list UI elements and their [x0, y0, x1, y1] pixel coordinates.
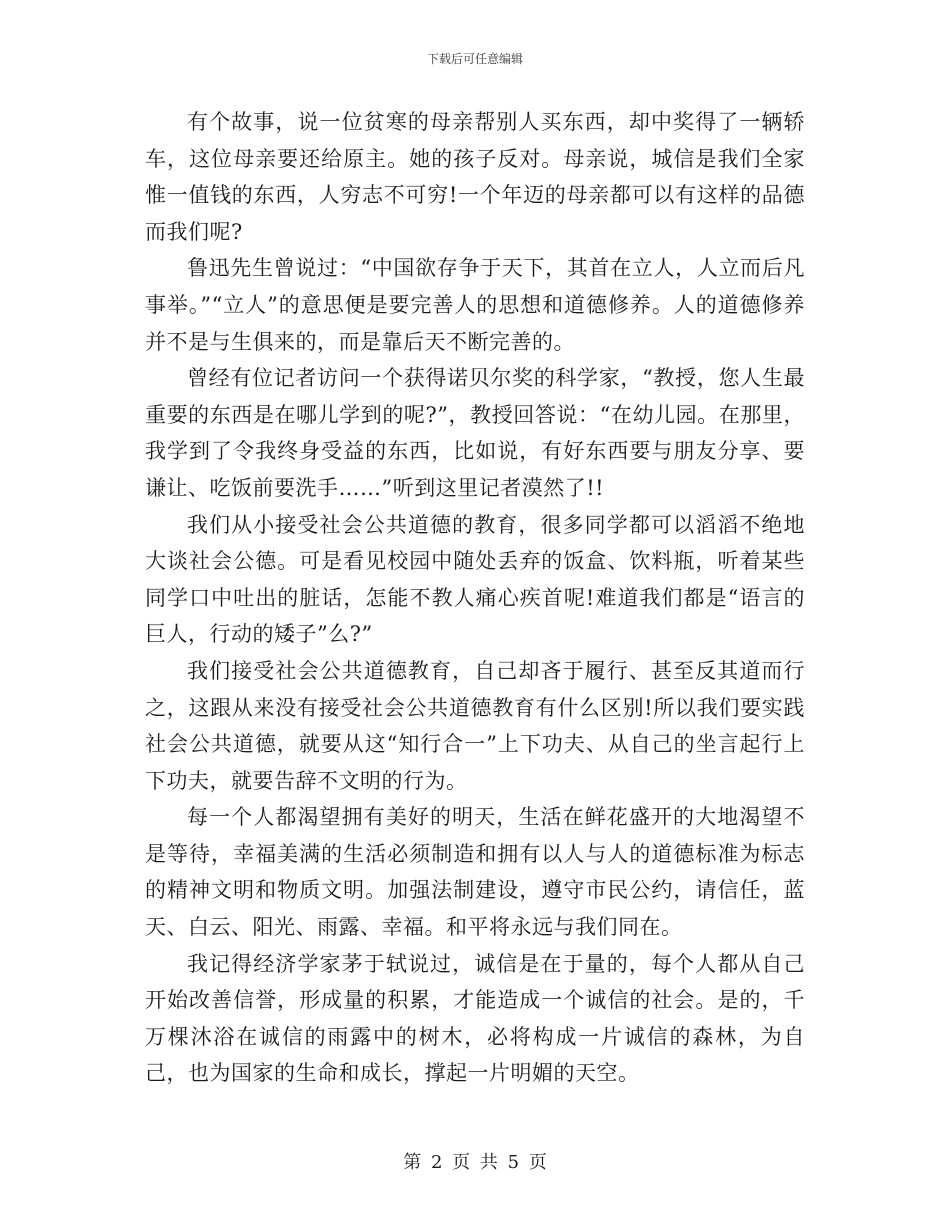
paragraph-6: 每一个人都渴望拥有美好的明天，生活在鲜花盛开的大地渴望不是等待，幸福美满的生活必须制造和拥有以人与人的道德标准为标志的精神文明和物质文明。加强法制建设，遵守市民公约，请信任，蓝天、白云、阳光、雨露、幸福。和平将永远与我们同在。 [145, 805, 805, 940]
paragraph-2: 鲁迅先生曾说过：“中国欲存争于天下，其首在立人，人立而后凡事举。”“立人”的意思便是要完善人的思想和道德修养。人的道德修养并不是与生俱来的，而是靠后天不断完善的。 [145, 256, 805, 354]
paragraph-4: 我们从小接受社会公共道德的教育，很多同学都可以滔滔不绝地大谈社会公德。可是看见校园中随处丢弃的饭盒、饮料瓶，听着某些同学口中吐出的脏话，怎能不教人痛心疾首呢!难道我们都是“语言的巨人，行动的矮子”么?” [145, 512, 805, 647]
paragraph-5: 我们接受社会公共道德教育，自己却吝于履行、甚至反其道而行之，这跟从来没有接受社会公共道德教育有什么区别!所以我们要实践社会公共道德，就要从这“知行合一”上下功夫、从自己的坐言起行上下功夫，就要告辞不文明的行为。 [145, 658, 805, 793]
paragraph-1: 有个故事，说一位贫寒的母亲帮别人买东西，却中奖得了一辆轿车，这位母亲要还给原主。她的孩子反对。母亲说，城信是我们全家惟一值钱的东西，人穷志不可穷!一个年迈的母亲都可以有这样的品德而我们呢? [145, 110, 805, 244]
paragraph-3: 曾经有位记者访问一个获得诺贝尔奖的科学家，“教授，您人生最重要的东西是在哪儿学到的呢?”，教授回答说：“在幼儿园。在那里，我学到了令我终身受益的东西，比如说，有好东西要与朋友分享、要谦让、吃饭前要洗手……”听到这里记者漠然了!! [145, 366, 805, 500]
document-body [145, 104, 805, 1092]
page-header: 下载后可任意编辑 [426, 52, 523, 66]
page-number-footer: 第 2 页 共 5 页 [403, 1152, 547, 1173]
paragraph-7: 我记得经济学家茅于轼说过，诚信是在于量的，每个人都从自己开始改善信誉，形成量的积累，才能造成一个诚信的社会。是的，千万棵沐浴在诚信的雨露中的树木，必将构成一片诚信的森林，为自己，也为国家的生命和成长，撑起一片明媚的天空。 [145, 951, 805, 1086]
